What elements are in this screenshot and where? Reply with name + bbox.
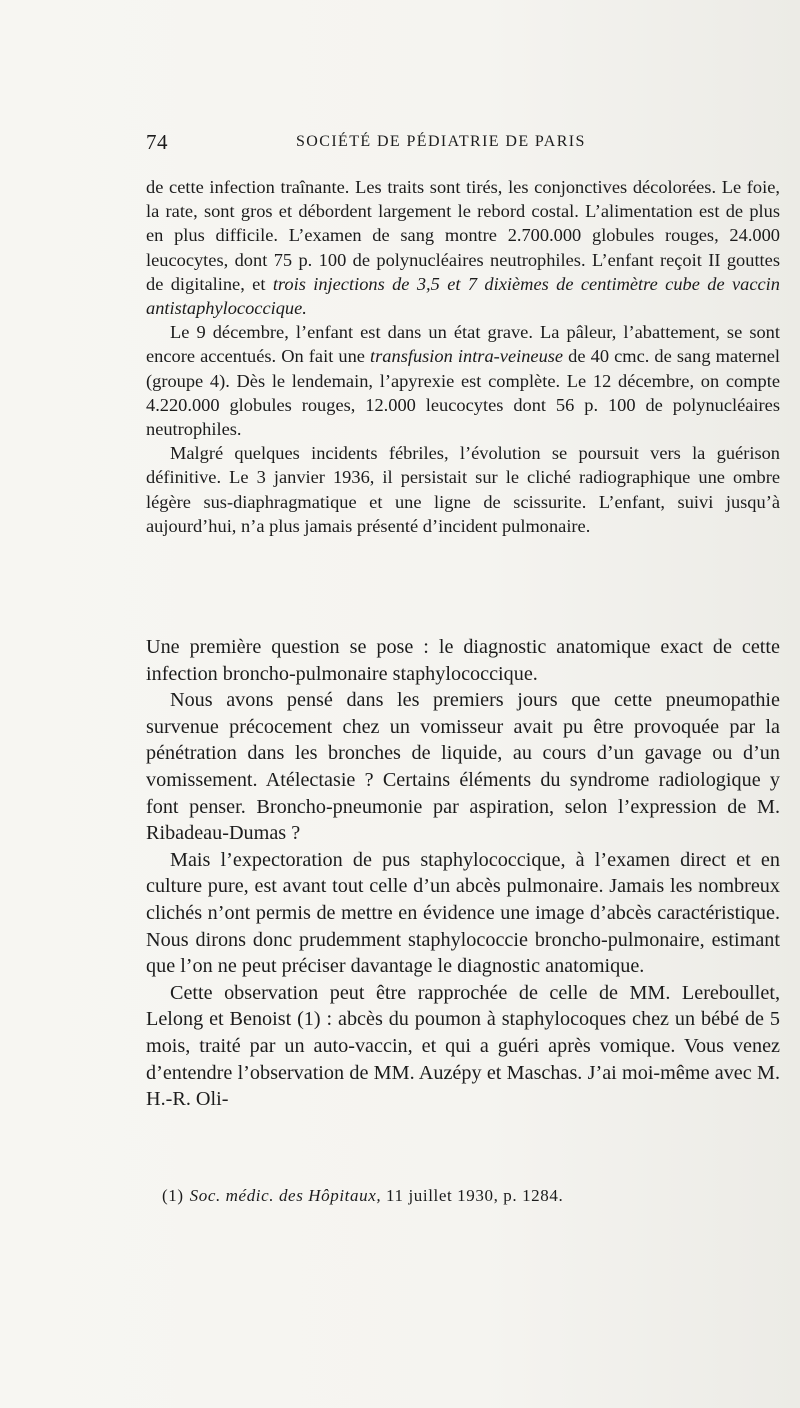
paragraph: Mais l’expectoration de pus staphylococcique, à l’examen direct et en culture pure, est avant tout celle d’un abcès pulmonaire. Jamais les nombreux clichés n’ont permis de mettre en évidence une image d’abcès caractéristique. Nous dirons donc prudemment staphylococcie broncho-pulmonaire, estimant que l’on ne peut préciser davantage le diagnostic anatomique.: [146, 848, 780, 978]
italic-text: transfusion intra-veineuse: [370, 346, 564, 367]
italic-text: trois injections de 3,5 et 7 dixièmes de centimètre cube de vaccin antistaphylococcique.: [146, 273, 780, 319]
paragraph: Nous avons pensé dans les premiers jours que cette pneumopathie survenue précocement chez un vomisseur avait pu être provoquée par la pénétration dans les bronches de liquide, au cours d’un gavage ou d’un vomissement. Atélectasie ? Certains éléments du syndrome radiologique y font penser. Broncho-pneumonie par aspiration, selon l’expression de M. Ribadeau-Dumas ?: [146, 689, 780, 845]
footnote-text: 11 juillet 1930, p. 1284.: [381, 1186, 564, 1205]
discussion-section: [146, 634, 780, 1113]
footnote-mark: (1): [162, 1186, 184, 1205]
paragraph-text: Le 9 décembre, l’enfant est dans un état grave. La pâleur, l’abattement, se sont encore accentués. On fait une: [146, 322, 780, 367]
paragraph: Malgré quelques incidents fébriles, l’évolution se poursuit vers la guérison définitive. Le 3 janvier 1936, il persistait sur le cliché radiographique une ombre légère sus-diaphragmatique et une ligne de scissurite. L’enfant, suivi jusqu’à aujourd’hui, n’a plus jamais présenté d’incident pulmonaire.: [146, 443, 780, 536]
page-header: [146, 130, 780, 160]
paragraph: Cette observation peut être rapprochée de celle de MM. Lereboullet, Lelong et Benoist (1) : abcès du poumon à staphylocoques chez un bébé de 5 mois, traité par un auto-vaccin, et qui a guéri après vomique. Vous venez d’entendre l’observation de MM. Auzépy et Maschas. J’ai moi-même avec M. H.-R. Oli-: [146, 981, 780, 1111]
paragraph: [146, 320, 780, 441]
paragraph-text: de cette infection traînante. Les traits sont tirés, les conjonctives décolorées. Le foie, la rate, sont gros et débordent largement le rebord costal. L’alimentation est de plus en plus difficile. L’examen de sang montre 2.700.000 globules rouges, 24.000 leucocytes, dont 75 p. 100 de polynucléaires neutrophiles. L’enfant reçoit II gouttes de digitaline, et: [146, 177, 780, 294]
page-number: 74: [146, 130, 168, 154]
paragraph: Une première question se pose : le diagnostic anatomique exact de cette infection broncho-pulmonaire staphylococcique.: [146, 636, 780, 685]
footnote: [162, 1186, 762, 1206]
footnote-source: Soc. médic. des Hôpitaux,: [189, 1186, 382, 1205]
case-report-section: [146, 175, 780, 538]
paragraph: [146, 175, 780, 320]
running-head: SOCIÉTÉ DE PÉDIATRIE DE PARIS: [296, 133, 586, 150]
paragraph-text: de 40 cmc. de sang maternel (groupe 4). Dès le lendemain, l’apyrexie est complète. Le 12 décembre, on compte 4.220.000 globules rouges, 12.000 leucocytes dont 56 p. 100 de polynucléaires neutrophiles.: [146, 346, 780, 440]
